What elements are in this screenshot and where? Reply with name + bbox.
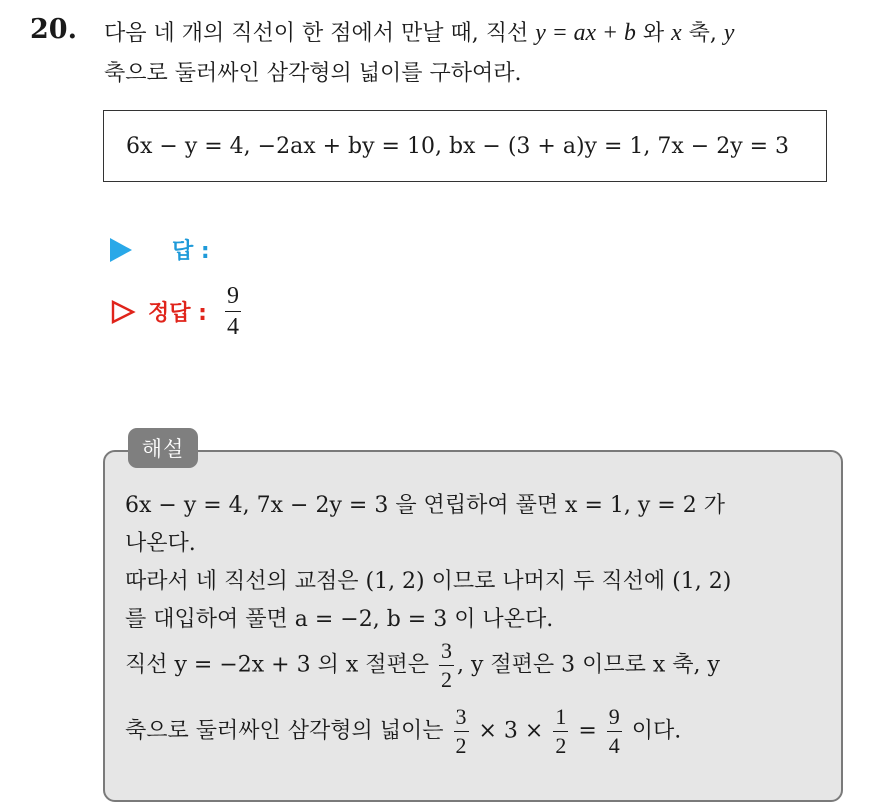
fraction-denominator: 2	[455, 733, 467, 758]
fraction-numerator: 9	[226, 283, 239, 309]
fraction-denominator: 2	[441, 667, 452, 692]
fraction-denominator: 2	[555, 733, 567, 758]
explanation-line-5	[125, 640, 720, 691]
equation-box	[103, 110, 827, 182]
correct-answer-label: 정답 :	[148, 301, 207, 326]
explanation-line-3: 따라서 네 직선의 교점은 (1, 2) 이므로 나머지 두 직선에 (1, 2)	[125, 569, 732, 594]
explanation-text: =	[571, 718, 604, 744]
fraction-numerator: 9	[608, 704, 620, 729]
fraction-numerator: 3	[441, 638, 452, 663]
correct-answer-row	[110, 284, 244, 339]
explanation-text: 직선 y = −2x + 3 의 x 절편은	[125, 652, 436, 678]
explanation-line-1: 6x − y = 4, 7x − 2y = 3 을 연립하여 풀면 x = 1, y = 2 가	[125, 493, 725, 518]
play-triangle-icon	[110, 238, 132, 262]
question-text: 다음 네 개의 직선이 한 점에서 만날 때, 직선	[104, 21, 536, 46]
fraction-denominator: 4	[608, 733, 620, 758]
explanation-line-2: 나온다.	[125, 531, 196, 556]
y-variable: y	[723, 20, 735, 46]
outline-triangle-icon	[110, 299, 136, 325]
question-number: 20.	[30, 14, 77, 45]
correct-answer-fraction	[225, 284, 241, 339]
question-text: 축,	[681, 21, 724, 46]
explanation-line-6	[125, 706, 681, 757]
line-equation: y = ax + b	[535, 20, 636, 46]
x-intercept-fraction	[439, 640, 454, 691]
question-line-2: 축으로 둘러싸인 삼각형의 넓이를 구하여라.	[104, 61, 522, 86]
equations-text: 6x − y = 4, −2ax + by = 10, bx − (3 + a)y = 1, 7x − 2y = 3	[126, 133, 790, 159]
explanation-text: 축으로 둘러싸인 삼각형의 넓이는	[125, 718, 451, 744]
answer-row[interactable]	[110, 234, 210, 265]
fraction-numerator: 1	[555, 704, 567, 729]
explanation-tab: 해설	[128, 428, 198, 468]
explanation-line-4: 를 대입하여 풀면 a = −2, b = 3 이 나온다.	[125, 607, 554, 632]
explanation-text: , y 절편은 3 이므로 x 축, y	[457, 652, 720, 678]
x-variable: x	[671, 20, 682, 46]
fraction-9-4	[607, 706, 622, 757]
fraction-1-2	[553, 706, 568, 757]
question-line-1	[104, 16, 734, 47]
fraction-3-2	[454, 706, 469, 757]
fraction-numerator: 3	[455, 704, 467, 729]
explanation-text: × 3 ×	[471, 718, 551, 744]
fraction-denominator: 4	[225, 311, 241, 339]
question-text: 와	[635, 21, 672, 46]
explanation-text: 이다.	[624, 718, 682, 744]
answer-label: 답 :	[172, 239, 210, 264]
